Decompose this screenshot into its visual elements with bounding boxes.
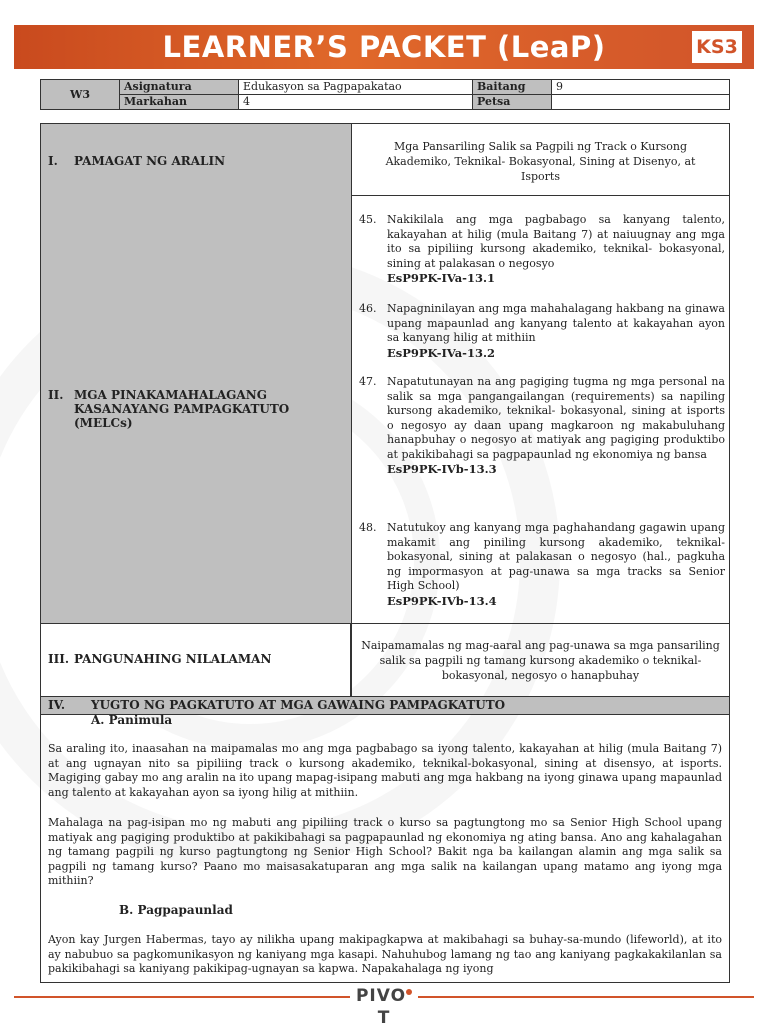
subheading-pagpapaunlad: B. Pagpapaunlad (119, 903, 233, 917)
info-table (40, 79, 730, 110)
divider (351, 195, 730, 196)
divider (351, 623, 730, 624)
week-cell: W3 (41, 80, 120, 110)
markahan-label: Markahan (120, 95, 239, 110)
section-1-title: I. PAMAGAT NG ARALIN (48, 154, 226, 168)
melc-item: 48. Natutukoy ang kanyang mga paghahandang gagawin upang makamit ang piniling kursong akademiko, teknikal-bokasyonal, sining at palakasan o negosyo (hal., pagkuha ng impormasyon at pag-unawa sa mga tracks sa Senior High School) EsP9PK-IVb-13.4 (359, 521, 725, 608)
paragraph: Ayon kay Jurgen Habermas, tayo ay nilikha upang makipagkapwa at makibahagi sa buhay-sa-mundo (lifeworld), at ito ay nabubuo sa pagkomunikasyon ng kaniyang mga kasapi. Nahuhubog lamang ng tao ang kaniyang pagkakakilanlan sa pakikibahagi sa kaniyang pakikipag-ugnayan sa kapwa. Napakahalaga ng iyong (48, 933, 722, 975)
pivot-logo: PIVOT (350, 985, 418, 1007)
paragraph: Sa araling ito, inaasahan na maipamalas mo ang mga pagbabago sa iyong talento, kakayahan at hilig (mula Baitang 7) at ang ugnayan nito sa pipiliing track o kursong akademiko, teknikal-bokasyonal, sining at disensyo, at isports. Magiging gabay mo ang aralin na ito upang mapag-isipang mabuti ang mga hakbang na iyong ginawa upang mapaunlad ang talento at kakayahan ayon sa iyong hilig at mithiin. (48, 742, 722, 799)
asignatura-value: Edukasyon sa Pagpapakatao (239, 80, 473, 95)
header-banner (14, 25, 754, 69)
logo-dot-icon (406, 989, 412, 995)
melc-item: 47. Napatutunayan na ang pagiging tugma ng mga personal na salik sa mga pangangailangan (requirements) sa napiling kursong akademiko, teknikal- bokasyonal, sining at isports o negosyo ay daan upang magkaroon ng makabuluhang hanapbuhay o negosyo at matiyak ang pagiging produktibo at pakikibahagi sa pagpapaunlad ng ekonomiya ng bansa EsP9PK-IVb-13.3 (359, 375, 725, 476)
melc-item: 46. Napagninilayan ang mga mahahalagang hakbang na ginawa upang mapaunlad ang kanyang talento at kakayahan ayon sa kanyang hilig at mithiin EsP9PK-IVa-13.2 (359, 302, 725, 360)
section-4-header: IV. YUGTO NG PAGKATUTO AT MGA GAWAING PAMPAGKATUTO (41, 696, 729, 715)
petsa-label: Petsa (473, 95, 552, 110)
section-3-content: Naipamamalas ng mag-aaral ang pag-unawa sa mga pansariling salik sa pagpili ng tamang kursong akademiko o teknikal-bokasyonal, negosyo o hanapbuhay (361, 639, 720, 682)
subheading-panimula: A. Panimula (91, 713, 173, 727)
baitang-label: Baitang (473, 80, 552, 95)
section-2-title: II. MGA PINAKAMAHALAGANG KASANAYANG PAMPAGKATUTO (MELCs) (48, 388, 290, 430)
section-1-content: Mga Pansariling Salik sa Pagpili ng Track o Kursong Akademiko, Teknikal- Bokasyonal, Sining at Disenyo, at Isports (385, 140, 696, 183)
ks-badge: KS3 (692, 31, 742, 63)
paragraph: Mahalaga na pag-isipan mo ng mabuti ang pipiliing track o kurso sa pagtungtong mo sa Senior High School upang matiyak ang pagiging produktibo at pakikibahagi sa pagpapaunlad ng ekonomiya ng ating bansa. Ano ang kahalagahan ng tamang pagpili ng kurso pagtungtong ng Senior High School? Bakit nga ba kailangan alamin ang mga salik sa pagpili ng tamang kurso? Paano mo maisasakatuparan ang mga salik na kailangan upang matamo ang iyong mga mithiin? (48, 816, 722, 887)
lesson-table (40, 123, 730, 983)
asignatura-label: Asignatura (120, 80, 239, 95)
section-3-title: III. PANGUNAHING NILALAMAN (48, 652, 272, 666)
melc-item: 45. Nakikilala ang mga pagbabago sa kanyang talento, kakayahan at hilig (mula Baitang 7) at naiuugnay ang mga ito sa pipiliing kursong akademiko, teknikal- bokasyonal, sining at palakasan o negosyo EsP9PK-IVa-13.1 (359, 213, 725, 285)
baitang-value: 9 (552, 80, 730, 95)
markahan-value: 4 (239, 95, 473, 110)
petsa-value (552, 95, 730, 110)
header-title: LEARNER’S PACKET (LeaP) (162, 30, 606, 64)
